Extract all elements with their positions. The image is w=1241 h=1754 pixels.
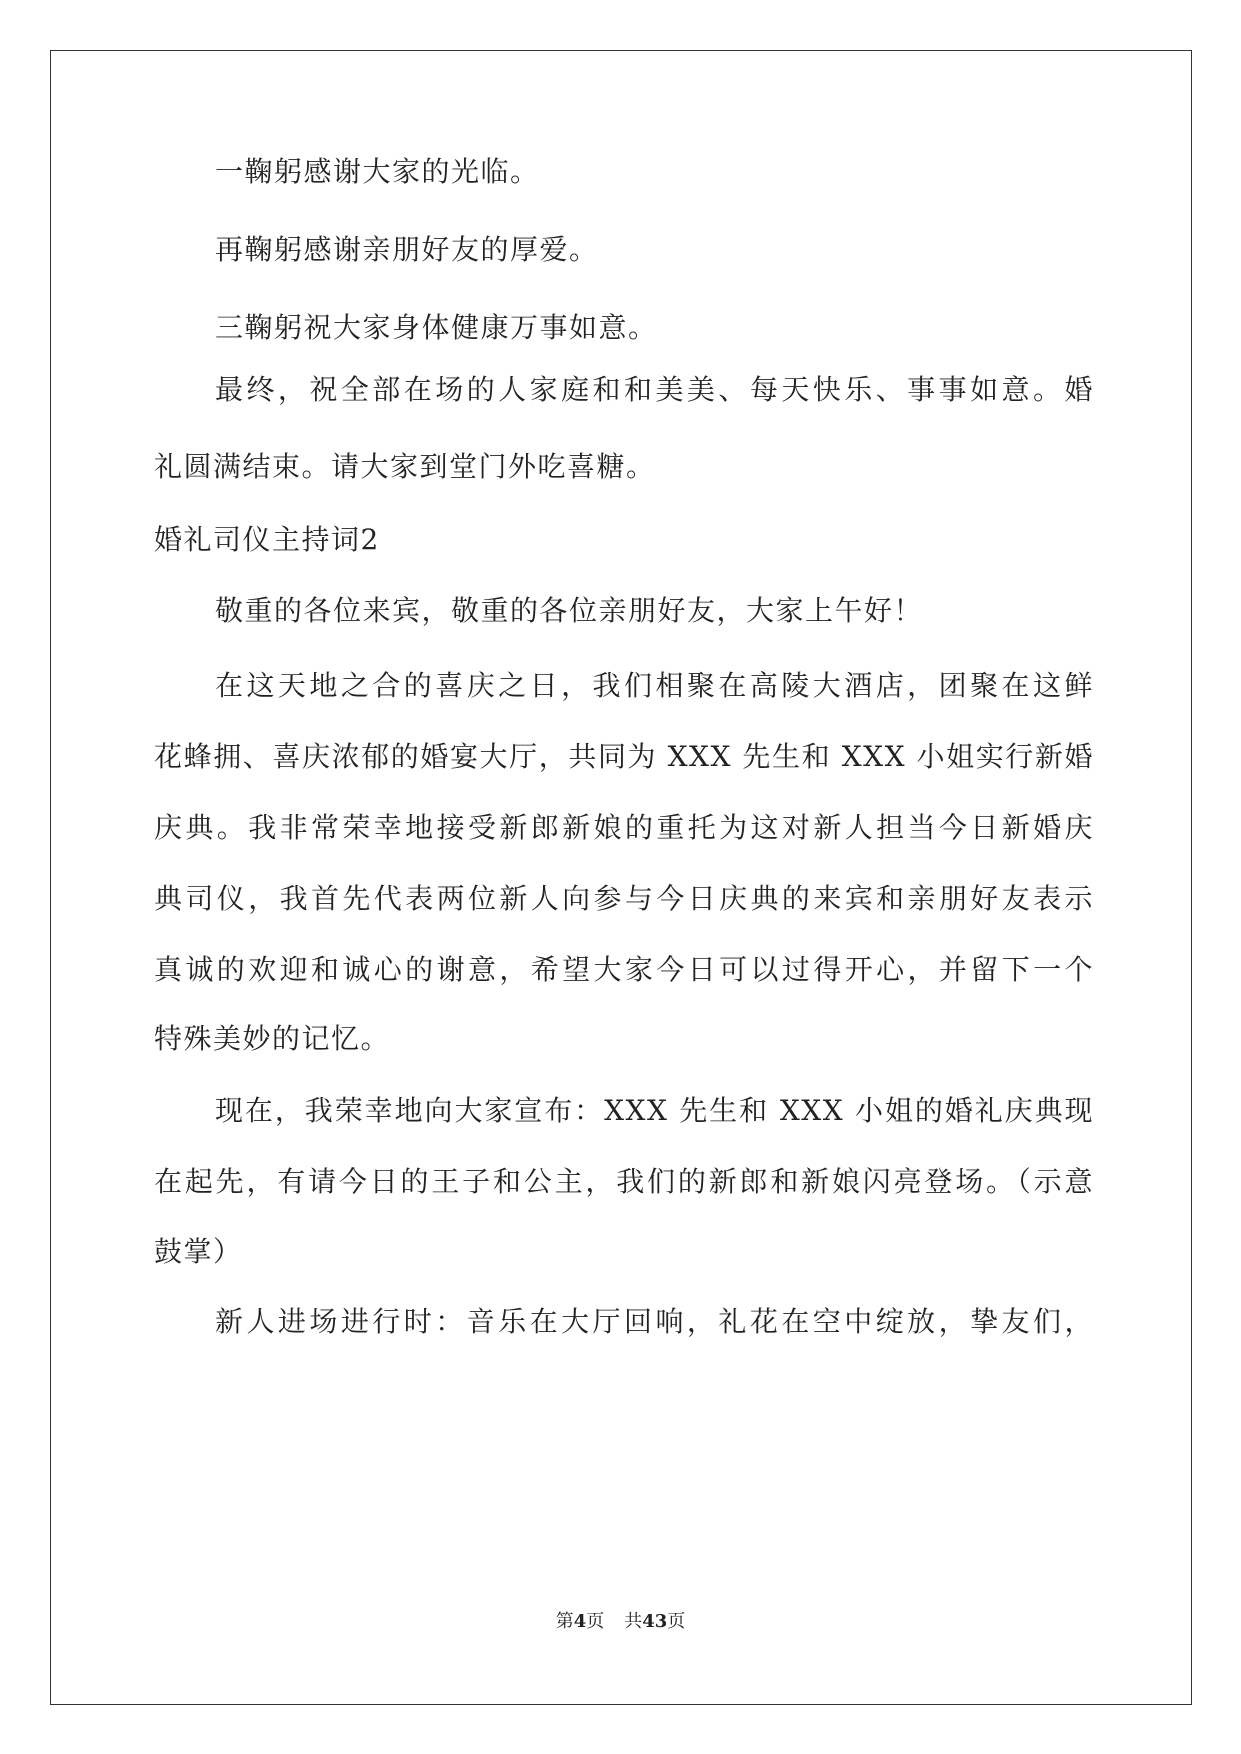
footer-page-prefix: 第 xyxy=(555,1611,574,1632)
paragraph-line: 三鞠躬祝大家身体健康万事如意。 xyxy=(215,311,658,344)
page-border xyxy=(50,50,1192,1705)
paragraph-line: 真诚的欢迎和诚心的谢意，希望大家今日可以过得开心，并留下一个 xyxy=(154,953,1094,986)
footer-page-unit: 页 xyxy=(586,1611,605,1632)
page-footer xyxy=(0,1610,1241,1634)
paragraph-line: 礼圆满结束。请大家到堂门外吃喜糖。 xyxy=(154,450,656,483)
paragraph-line: 在这天地之合的喜庆之日，我们相聚在高陵大酒店，团聚在这鲜 xyxy=(215,669,1094,702)
footer-total-prefix: 共 xyxy=(624,1611,643,1632)
footer-total-unit: 页 xyxy=(667,1611,686,1632)
paragraph-line: 再鞠躬感谢亲朋好友的厚爱。 xyxy=(215,233,599,266)
paragraph-line: 新人进场进行时：音乐在大厅回响，礼花在空中绽放，挚友们， xyxy=(215,1305,1094,1338)
paragraph-line: 典司仪，我首先代表两位新人向参与今日庆典的来宾和亲朋好友表示 xyxy=(154,882,1094,915)
paragraph-line: 特殊美妙的记忆。 xyxy=(154,1022,391,1055)
footer-total-pages: 43 xyxy=(642,1611,668,1632)
paragraph-line: 一鞠躬感谢大家的光临。 xyxy=(215,155,540,188)
paragraph-line: 花蜂拥、喜庆浓郁的婚宴大厅，共同为 XXX 先生和 XXX 小姐实行新婚 xyxy=(154,740,1094,773)
paragraph-line: 敬重的各位来宾，敬重的各位亲朋好友，大家上午好！ xyxy=(215,594,924,627)
paragraph-line: 鼓掌） xyxy=(154,1235,243,1268)
section-heading: 婚礼司仪主持词2 xyxy=(154,523,380,556)
paragraph-line: 在起先，有请今日的王子和公主，我们的新郎和新娘闪亮登场。（示意 xyxy=(154,1165,1094,1198)
paragraph-line: 庆典。我非常荣幸地接受新郎新娘的重托为这对新人担当今日新婚庆 xyxy=(154,811,1094,844)
paragraph-line: 最终，祝全部在场的人家庭和和美美、每天快乐、事事如意。婚 xyxy=(215,373,1094,406)
footer-page-number: 4 xyxy=(573,1611,587,1632)
paragraph-line: 现在，我荣幸地向大家宣布：XXX 先生和 XXX 小姐的婚礼庆典现 xyxy=(215,1094,1094,1127)
